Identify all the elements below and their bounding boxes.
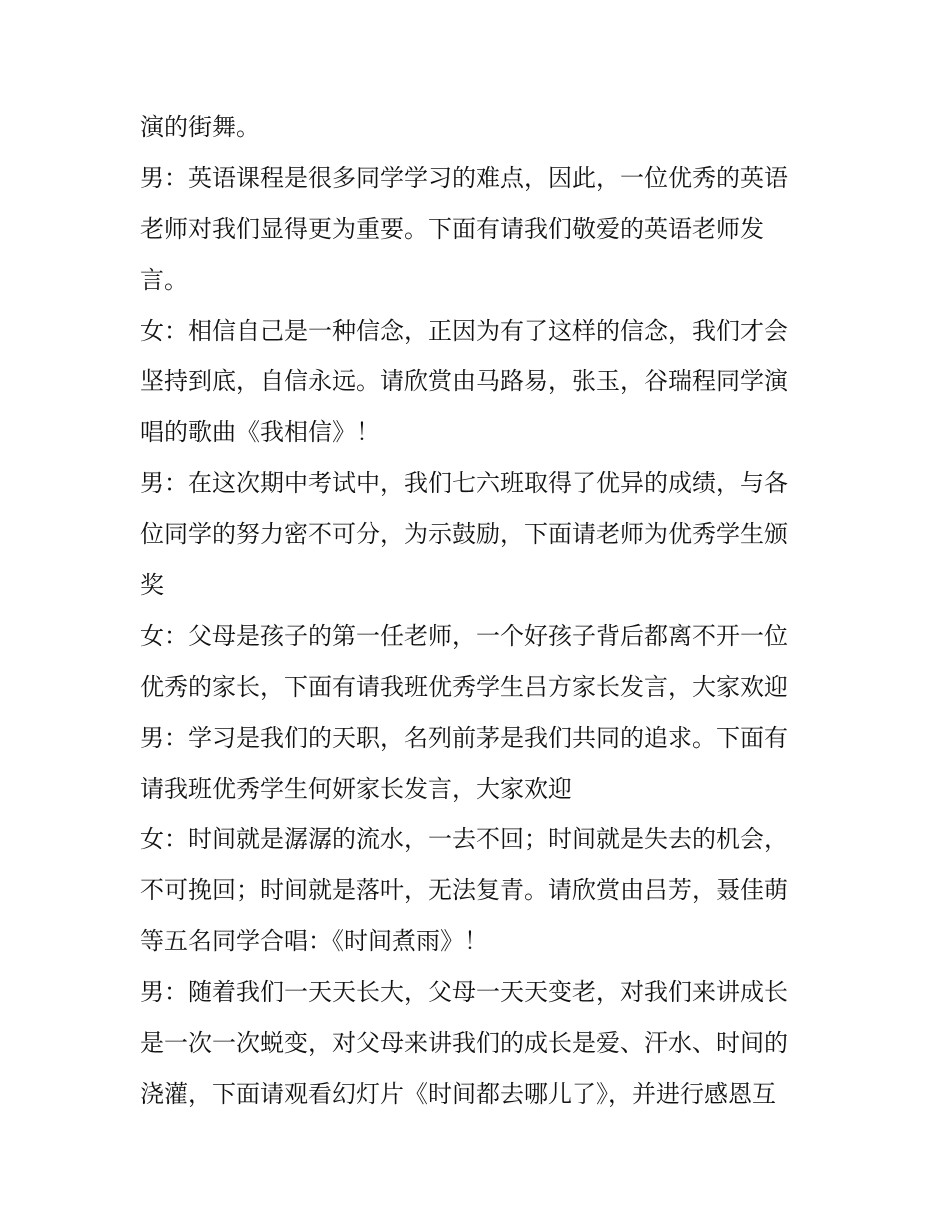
text-line: 男：学习是我们的天职，名列前茅是我们共同的追求。下面有 bbox=[140, 723, 788, 752]
text-line: 男：随着我们一天天长大，父母一天天变老，对我们来讲成长 bbox=[140, 978, 788, 1007]
text-line: 等五名同学合唱：《时间煮雨》！ bbox=[140, 927, 488, 956]
text-line: 演的街舞。 bbox=[140, 113, 260, 141]
document-body bbox=[140, 106, 830, 1124]
text-line: 位同学的努力密不可分，为示鼓励，下面请老师为优秀学生颁 bbox=[140, 520, 788, 549]
text-line: 女：父母是孩子的第一任老师，一个好孩子背后都离不开一位 bbox=[140, 621, 788, 650]
text-line: 男：英语课程是很多同学学习的难点，因此，一位优秀的英语 bbox=[140, 163, 788, 192]
text-line: 男：在这次期中考试中，我们七六班取得了优异的成绩，与各 bbox=[140, 469, 788, 498]
text-line: 奖 bbox=[140, 571, 164, 600]
text-line: 女：相信自己是一种信念，正因为有了这样的信念，我们才会 bbox=[140, 316, 788, 345]
text-line: 女：时间就是潺潺的流水，一去不回；时间就是失去的机会， bbox=[140, 825, 788, 854]
text-line: 不可挽回；时间就是落叶，无法复青。请欣赏由吕芳，聂佳萌 bbox=[140, 876, 788, 905]
text-line: 浇灌，下面请观看幻灯片《时间都去哪儿了》，并进行感恩互 bbox=[140, 1079, 776, 1108]
text-line: 唱的歌曲《我相信》！ bbox=[140, 418, 380, 447]
text-line: 言。 bbox=[140, 265, 188, 294]
text-line: 是一次一次蜕变，对父母来讲我们的成长是爱、汗水、时间的 bbox=[140, 1029, 788, 1058]
text-line: 优秀的家长，下面有请我班优秀学生吕方家长发言，大家欢迎 bbox=[140, 672, 788, 701]
text-line: 坚持到底，自信永远。请欣赏由马路易，张玉，谷瑞程同学演 bbox=[140, 367, 788, 396]
text-line: 请我班优秀学生何妍家长发言，大家欢迎 bbox=[140, 774, 572, 803]
text-line: 老师对我们显得更为重要。下面有请我们敬爱的英语老师发 bbox=[140, 214, 764, 243]
